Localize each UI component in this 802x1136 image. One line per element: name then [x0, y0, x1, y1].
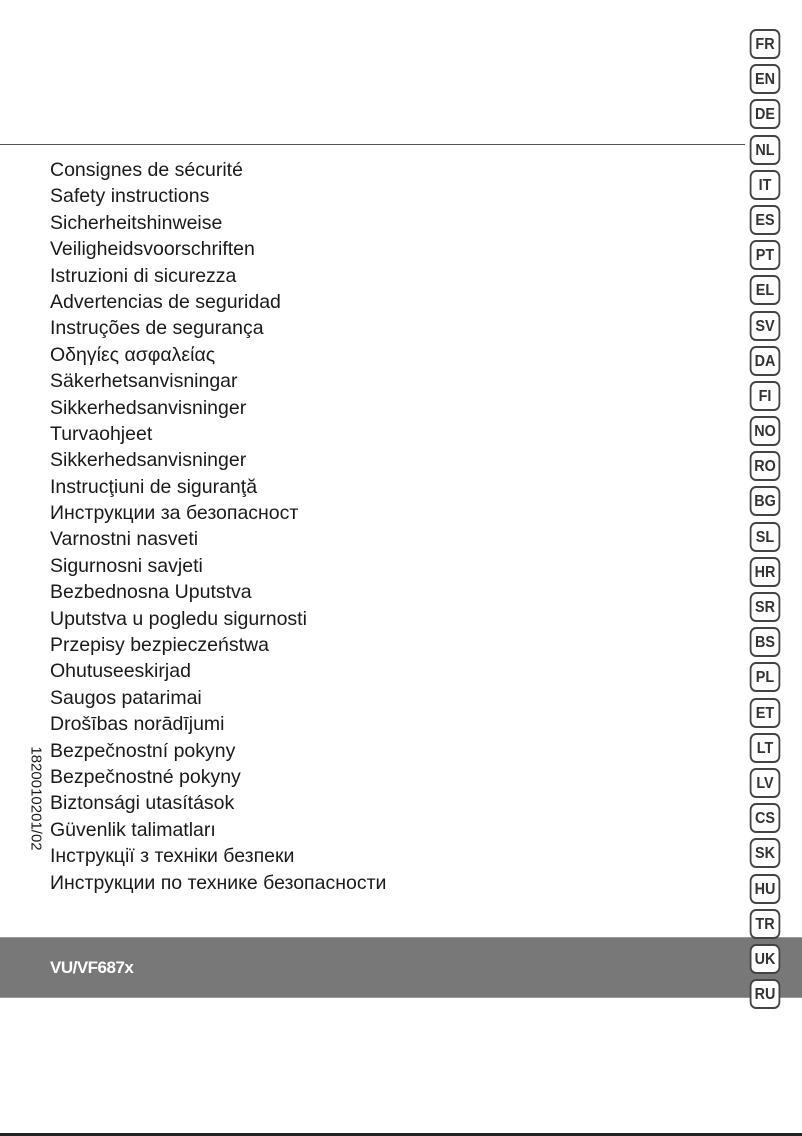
language-tab-en[interactable]: EN — [750, 64, 781, 94]
safety-title: Güvenlik talimatları — [50, 818, 216, 841]
safety-title: Consignes de sécurité — [50, 159, 243, 181]
language-tab-bs[interactable]: BS — [750, 627, 781, 657]
safety-title: Veiligheidsvoorschriften — [50, 238, 255, 261]
model-band — [0, 937, 802, 998]
safety-title: Инструкции за безопасност — [50, 502, 299, 525]
language-tab-sk[interactable]: SK — [750, 838, 781, 868]
safety-title: Safety instructions — [50, 185, 210, 208]
language-tab-sl[interactable]: SL — [750, 522, 781, 552]
safety-title: Advertencias de seguridad — [50, 290, 281, 313]
safety-title: Turvaohjeet — [50, 422, 153, 445]
safety-title: Drošības norādījumi — [50, 713, 225, 736]
language-tabs — [748, 29, 782, 1014]
safety-title: Biztonsági utasítások — [50, 792, 235, 815]
safety-title-list — [50, 157, 386, 896]
safety-title: Sikkerhedsanvisninger — [50, 449, 247, 472]
safety-title: Säkerhetsanvisningar — [50, 370, 238, 393]
language-tab-cs[interactable]: CS — [750, 803, 781, 833]
document-code: 1820010201/02 — [27, 746, 45, 851]
safety-title: Istruzioni di sicurezza — [50, 264, 237, 287]
language-tab-no[interactable]: NO — [750, 416, 781, 446]
safety-title: Sicherheitshinweise — [50, 211, 223, 234]
safety-title: Instrucţiuni de siguranţă — [50, 475, 258, 498]
safety-title: Инструкции по технике безопасности — [50, 871, 387, 894]
language-tab-es[interactable]: ES — [750, 205, 781, 235]
language-tab-fr[interactable]: FR — [750, 29, 781, 59]
language-tab-ru[interactable]: RU — [750, 979, 781, 1009]
language-tab-it[interactable]: IT — [750, 170, 781, 200]
safety-title: Sigurnosni savjeti — [50, 554, 203, 577]
language-tab-el[interactable]: EL — [750, 275, 781, 305]
language-tab-tr[interactable]: TR — [750, 909, 781, 939]
safety-title: Saugos patarimai — [50, 686, 202, 709]
safety-title: Instruções de segurança — [50, 317, 264, 340]
language-tab-sv[interactable]: SV — [750, 311, 781, 341]
safety-title: Przepisy bezpieczeństwa — [50, 634, 269, 657]
language-tab-ro[interactable]: RO — [750, 451, 781, 481]
safety-title: Uputstva u pogledu sigurnosti — [50, 607, 307, 630]
language-tab-da[interactable]: DA — [750, 346, 781, 376]
language-tab-hu[interactable]: HU — [750, 874, 781, 904]
safety-title: Ohutuseeskirjad — [50, 660, 191, 683]
language-tab-nl[interactable]: NL — [750, 135, 781, 165]
safety-title: Інструкції з техніки безпеки — [50, 845, 295, 868]
language-tab-pl[interactable]: PL — [750, 662, 781, 692]
language-tab-pt[interactable]: PT — [750, 240, 781, 270]
language-tab-fi[interactable]: FI — [750, 381, 781, 411]
safety-title: Varnostni nasveti — [50, 528, 199, 551]
safety-title: Bezpečnostné pokyny — [50, 765, 241, 788]
language-tab-bg[interactable]: BG — [750, 486, 781, 516]
safety-title: Bezbednosna Uputstva — [50, 581, 252, 604]
language-tab-et[interactable]: ET — [750, 698, 781, 728]
language-tab-de[interactable]: DE — [750, 99, 781, 129]
language-tab-uk[interactable]: UK — [750, 944, 781, 974]
safety-title: Bezpečnostní pokyny — [50, 739, 236, 762]
language-tab-sr[interactable]: SR — [750, 592, 781, 622]
language-tab-hr[interactable]: HR — [750, 557, 781, 587]
model-name: VU/VF687x — [50, 958, 134, 977]
language-tab-lt[interactable]: LT — [750, 733, 781, 763]
safety-title: Sikkerhedsanvisninger — [50, 396, 247, 419]
safety-title: Οδηγίες ασφαλείας — [50, 343, 216, 366]
language-tab-lv[interactable]: LV — [750, 768, 781, 798]
top-divider — [0, 144, 745, 145]
